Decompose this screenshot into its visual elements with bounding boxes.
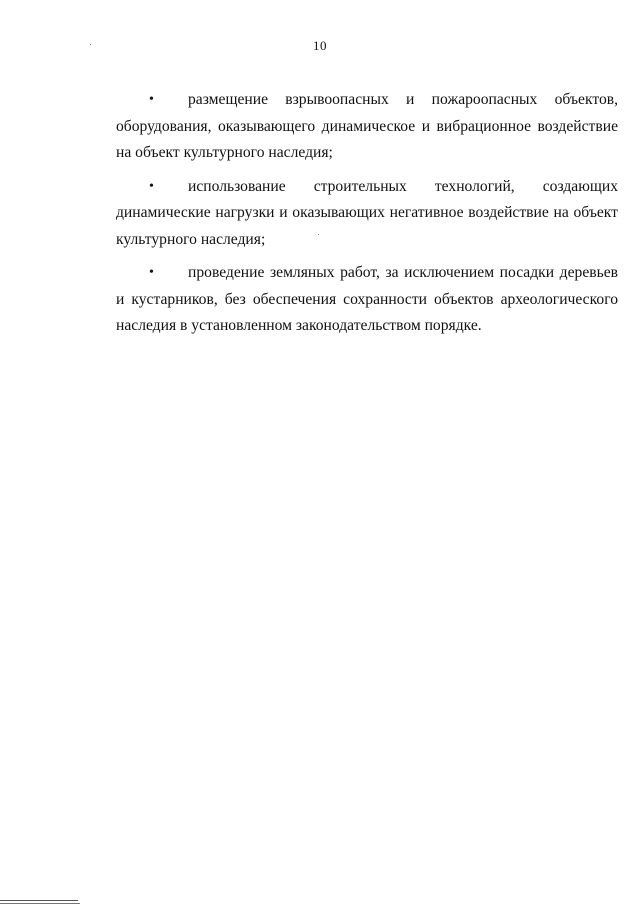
scan-speck [90, 44, 91, 45]
bullet-icon: • [149, 265, 154, 280]
list-item-text: использование строительных технологий, создающих динамические нагрузки и оказывающих негативное воздействие на объект культурного наследия; [116, 177, 618, 248]
list-item [116, 87, 618, 167]
bullet-icon: • [149, 178, 154, 194]
list-item [116, 174, 618, 254]
scan-speck [318, 234, 319, 235]
page-edge-line [0, 900, 78, 901]
page-number: 10 [313, 38, 327, 53]
bullet-list [116, 87, 618, 347]
list-item-text: проведение земляных работ, за исключением посадки деревьев и кустарников, без обеспечения сохранности объектов археологического наследия в установленном законодательством порядке. [116, 264, 618, 334]
list-item-text: размещение взрывоопасных и пожароопасных объектов, оборудования, оказывающего динамическое и вибрационное воздействие на объект культурного наследия; [116, 91, 618, 161]
list-item [116, 260, 618, 340]
page-edge-line [0, 903, 80, 904]
bullet-icon: • [149, 92, 154, 107]
